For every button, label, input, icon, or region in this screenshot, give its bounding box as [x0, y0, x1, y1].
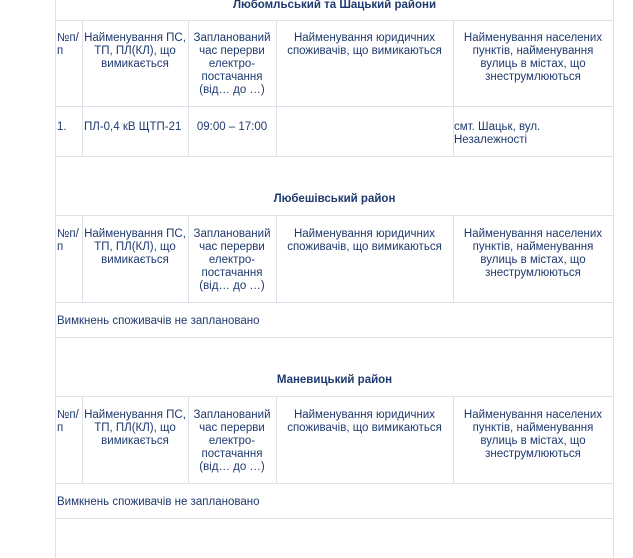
- row-num: 1.: [57, 121, 67, 133]
- header-num: №п/п: [57, 228, 79, 253]
- header-places: Найменування населених пунктів, найменування вулиць в містах, що знеструмлюються: [463, 32, 603, 83]
- header-time: Запланований час перерви електро-постачання (від… до …): [193, 32, 271, 96]
- section-title-manevychi: Маневицький район: [276, 374, 393, 386]
- section-title-lyubeshiv: Любешівський район: [273, 193, 396, 205]
- row-places: смт. Шацьк, вул. Незалежності: [454, 121, 541, 146]
- no-outages-note: Вимкнень споживачів не заплановано: [57, 315, 260, 327]
- header-consumers: Найменування юридичних споживачів, що вимикаються: [287, 409, 442, 434]
- header-time: Запланований час перерви електро-постачання (від… до …): [193, 228, 271, 292]
- row-time: 09:00 – 17:00: [196, 121, 268, 133]
- section-title-lyuboml-shatsk: Любомльський та Шацький райони: [232, 0, 437, 11]
- header-ps: Найменування ПС, ТП, ПЛ(КЛ), що вимикається: [84, 409, 186, 447]
- header-time: Запланований час перерви електро-постачання (від… до …): [193, 409, 271, 473]
- outage-schedule-table: [55, 0, 614, 558]
- header-num: №п/п: [57, 409, 79, 434]
- header-ps: Найменування ПС, ТП, ПЛ(КЛ), що вимикається: [84, 228, 186, 266]
- header-places: Найменування населених пунктів, найменування вулиць в містах, що знеструмлюються: [463, 228, 603, 279]
- row-ps: ПЛ-0,4 кВ ЩТП-21: [84, 121, 182, 133]
- header-consumers: Найменування юридичних споживачів, що вимикаються: [287, 228, 442, 253]
- header-places: Найменування населених пунктів, найменування вулиць в містах, що знеструмлюються: [463, 409, 603, 460]
- header-num: №п/п: [57, 32, 79, 57]
- no-outages-note: Вимкнень споживачів не заплановано: [57, 496, 260, 508]
- header-consumers: Найменування юридичних споживачів, що вимикаються: [287, 32, 442, 57]
- header-ps: Найменування ПС, ТП, ПЛ(КЛ), що вимикається: [84, 32, 186, 70]
